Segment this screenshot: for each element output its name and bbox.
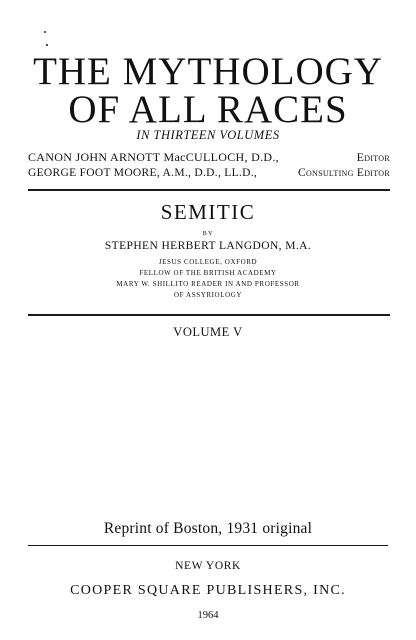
volumes-note: IN THIRTEEN VOLUMES bbox=[136, 128, 280, 142]
editor-name: CANON JOHN ARNOTT MacCULLOCH, D.D., bbox=[28, 150, 279, 164]
page-speck bbox=[46, 44, 48, 46]
publication-year: 1964 bbox=[197, 610, 219, 621]
author-affiliation: OF ASSYRIOLOGY bbox=[173, 291, 243, 299]
consulting-editor-role: Consulting Editor bbox=[297, 167, 390, 179]
bottom-divider bbox=[28, 545, 388, 546]
top-divider bbox=[28, 189, 390, 191]
reprint-note: Reprint of Boston, 1931 original bbox=[103, 520, 313, 537]
author-affiliation: MARY W. SHILLITO READER IN AND PROFESSOR bbox=[116, 280, 300, 288]
publisher-city: NEW YORK bbox=[175, 560, 241, 572]
author-affiliation: FELLOW OF THE BRITISH ACADEMY bbox=[139, 269, 277, 277]
publisher-name: COOPER SQUARE PUBLISHERS, INC. bbox=[70, 583, 346, 598]
editor-line bbox=[28, 150, 390, 165]
consulting-editor-name: GEORGE FOOT MOORE, A.M., D.D., LL.D., bbox=[28, 167, 258, 179]
by-label: BY bbox=[202, 230, 214, 237]
volume-number: VOLUME V bbox=[173, 325, 243, 339]
volume-subject: SEMITIC bbox=[160, 200, 256, 224]
middle-divider bbox=[28, 314, 390, 316]
page-speck bbox=[44, 31, 46, 33]
author-name: STEPHEN HERBERT LANGDON, M.A. bbox=[104, 240, 312, 252]
series-title-line-1: THE MYTHOLOGY bbox=[33, 50, 383, 93]
editor-role: Editor bbox=[356, 150, 390, 164]
series-title-line-2: OF ALL RACES bbox=[68, 88, 348, 131]
author-affiliation: JESUS COLLEGE, OXFORD bbox=[158, 258, 258, 266]
consulting-editor-line bbox=[28, 167, 390, 179]
